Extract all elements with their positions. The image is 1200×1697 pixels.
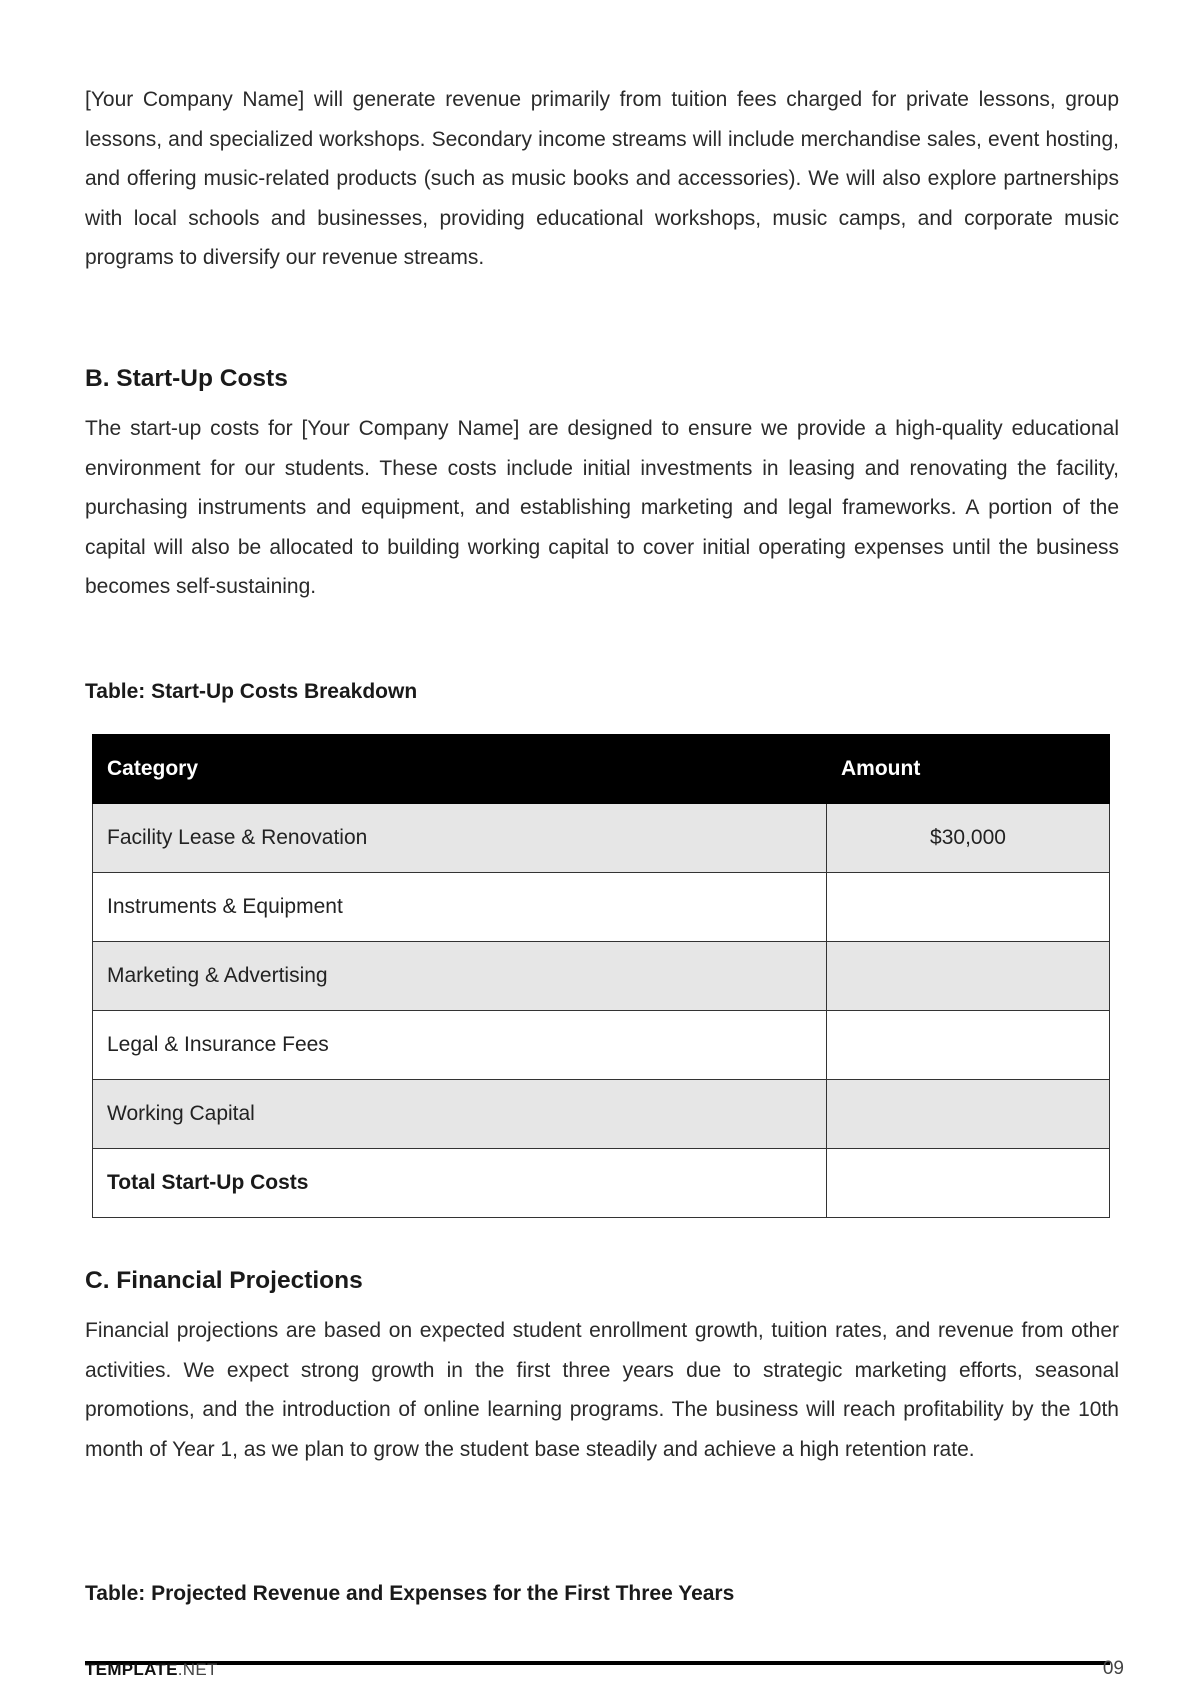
financial-projections-heading: C. Financial Projections xyxy=(85,1267,363,1294)
category-cell: Instruments & Equipment xyxy=(93,873,827,942)
financial-projections-paragraph: Financial projections are based on expected student enrollment growth, tuition rates, and revenue from other activities. We expect strong growth in the first three years due to strategic marketing efforts, seasonal promotions, and the introduction of online learning programs. The business will reach profitability by the 10th month of Year 1, as we plan to grow the student base steadily and achieve a high retention rate. xyxy=(85,1319,1119,1461)
revenue-paragraph: [Your Company Name] will generate revenue primarily from tuition fees charged for private lessons, group lessons, and specialized workshops. Secondary income streams will include merchandise sales, event hosting, and offering music-related products (such as music books and accessories). We will also explore partnerships with local schools and businesses, providing educational workshops, music camps, and corporate music programs to diversify our revenue streams. xyxy=(85,88,1119,269)
amount-cell xyxy=(827,1011,1110,1080)
startup-table-caption: Table: Start-Up Costs Breakdown xyxy=(85,680,418,703)
projections-table-caption: Table: Projected Revenue and Expenses for the First Three Years xyxy=(85,1582,735,1605)
total-amount-cell xyxy=(827,1149,1110,1218)
category-cell: Legal & Insurance Fees xyxy=(93,1011,827,1080)
header-category: Category xyxy=(93,735,827,804)
startup-costs-paragraph: The start-up costs for [Your Company Name] are designed to ensure we provide a high-quality educational environment for our students. These costs include initial investments in leasing and renovating the facility, purchasing instruments and equipment, and establishing marketing and legal frameworks. A portion of the capital will also be allocated to building working capital to cover initial operating expenses until the business becomes self-sustaining. xyxy=(85,417,1119,598)
table-total-row xyxy=(93,1149,1110,1218)
brand-suffix: .NET xyxy=(177,1660,218,1679)
footer-divider xyxy=(85,1661,1110,1665)
total-label-cell: Total Start-Up Costs xyxy=(93,1149,827,1218)
page-number: 09 xyxy=(1102,1658,1124,1679)
table-header-row xyxy=(93,735,1110,804)
table-row xyxy=(93,942,1110,1011)
brand-name: TEMPLATE xyxy=(85,1660,178,1679)
table-row xyxy=(93,804,1110,873)
startup-costs-heading: B. Start-Up Costs xyxy=(85,365,288,392)
category-cell: Working Capital xyxy=(93,1080,827,1149)
amount-cell xyxy=(827,1080,1110,1149)
amount-cell xyxy=(827,873,1110,942)
category-cell: Marketing & Advertising xyxy=(93,942,827,1011)
category-cell: Facility Lease & Renovation xyxy=(93,804,827,873)
header-amount: Amount xyxy=(827,735,1110,804)
amount-cell: $30,000 xyxy=(827,804,1110,873)
startup-costs-table xyxy=(92,734,1110,1218)
table-row xyxy=(93,873,1110,942)
table-row xyxy=(93,1080,1110,1149)
amount-cell xyxy=(827,942,1110,1011)
footer-logo xyxy=(85,1659,218,1681)
table-row xyxy=(93,1011,1110,1080)
